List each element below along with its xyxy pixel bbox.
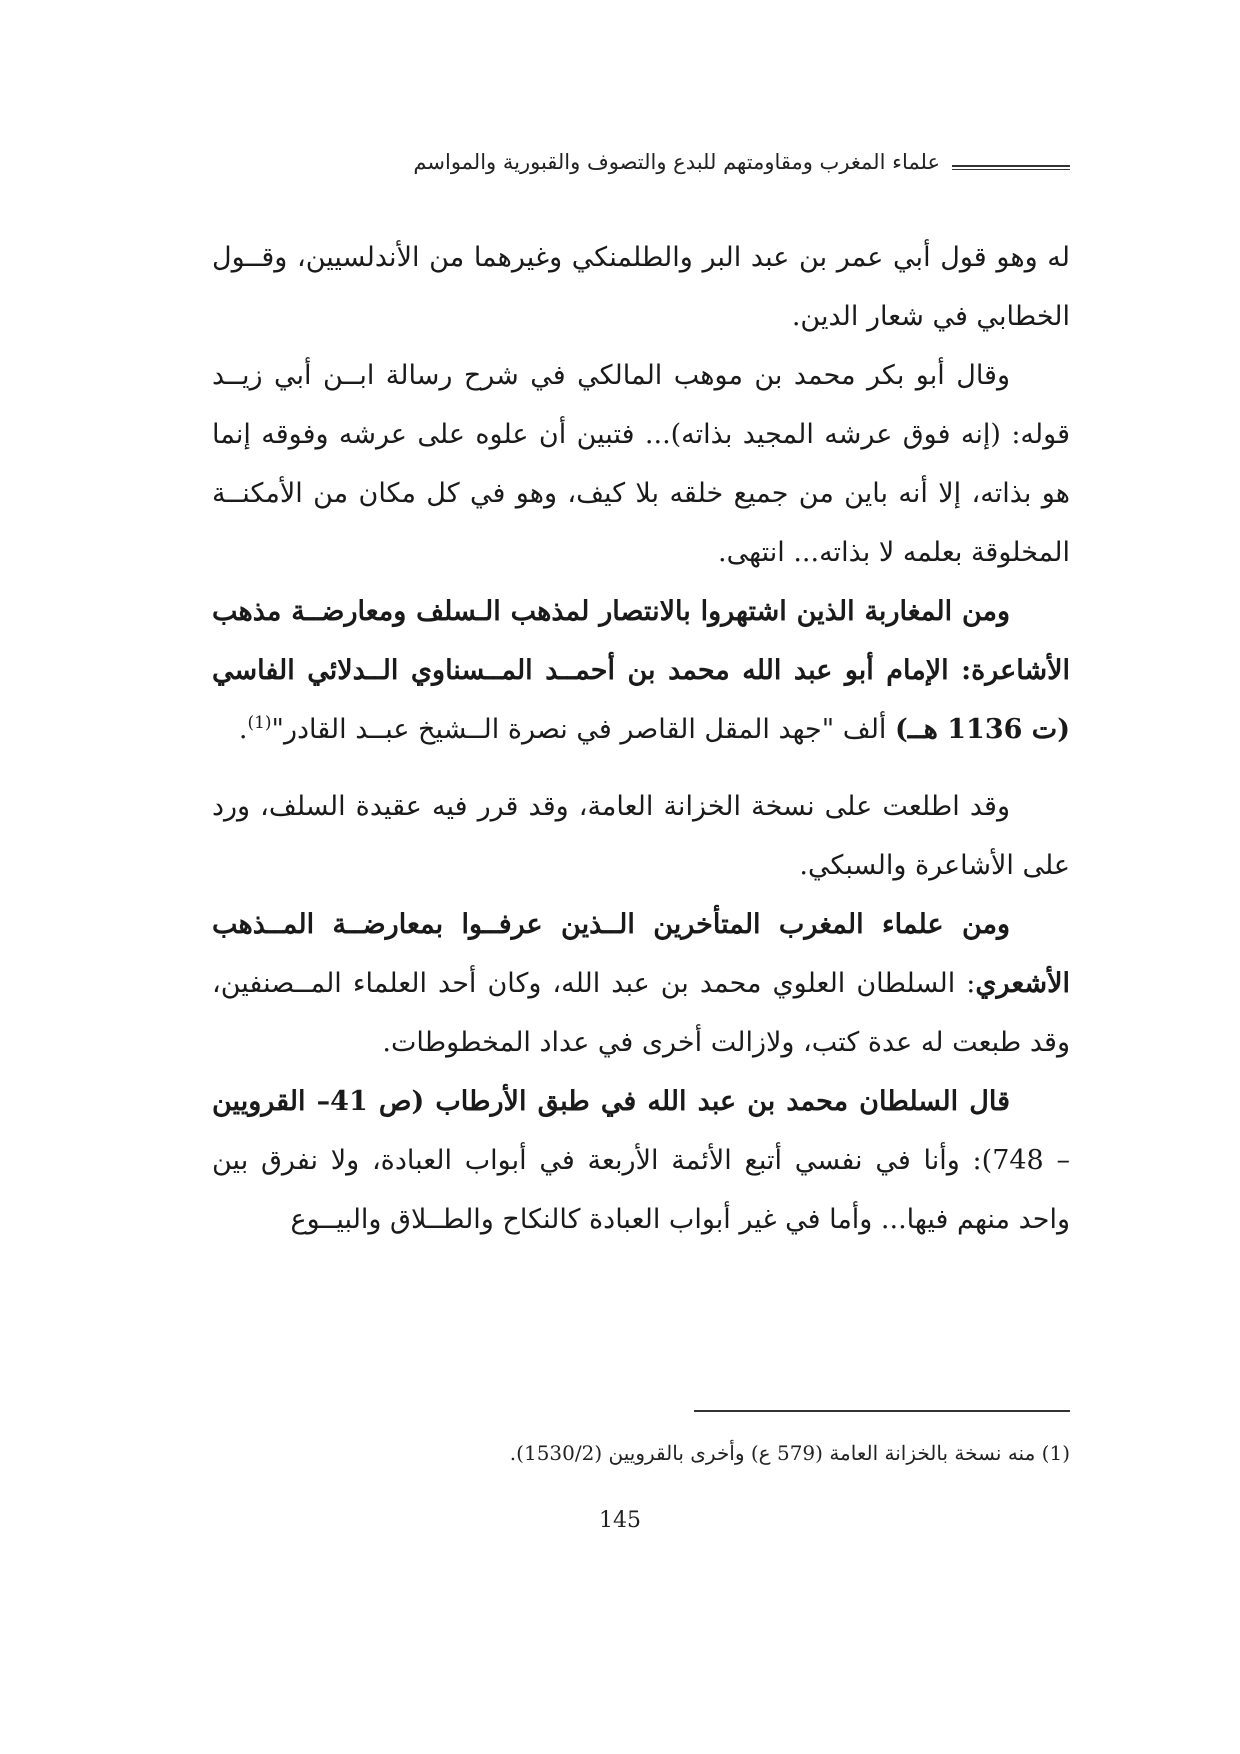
paragraph-5-text: : السلطان العلوي محمد بن عبد الله، وكان أحد العلماء المــصنفين، وقد طبعت له عدة كتب، ولازالت أخرى في عداد المخطوطات. [212, 968, 1070, 1058]
paragraph-3-end: . [238, 714, 248, 745]
paragraph-3 [212, 582, 1070, 759]
paragraph-4: وقد اطلعت على نسخة الخزانة العامة، وقد قرر فيه عقيدة السلف، ورد على الأشاعرة والسبكي. [212, 791, 1070, 881]
running-header-title: علماء المغرب ومقاومتهم للبدع والتصوف والقبورية والمواسم [413, 150, 940, 174]
footnote-reference[interactable]: (1) [247, 713, 272, 733]
paragraph-3-bold: ومن المغاربة الذين اشتهروا بالانتصار لمذهب الـسلف ومعارضــة مذهب الأشاعرة: الإمام أبو عبد الله محمد بن أحمــد المــسناوي الــدلائي الفاسي (ت 1136 هــ) [212, 596, 1070, 745]
page-number: 145 [599, 1508, 641, 1533]
paragraph-5 [212, 895, 1070, 1072]
paragraph-6-bold: قال السلطان محمد بن عبد الله في طبق الأرطاب (ص 41– القرويين [212, 1086, 1010, 1117]
footnote: (1) منه نسخة بالخزانة العامة (579 ع) وأخرى بالقرويين (1530/2). [509, 1441, 1070, 1465]
paragraph-3-text: ألف "جهد المقل القاصر في نصرة الــشيخ عبــد القادر" [271, 714, 896, 745]
paragraph-6 [212, 1072, 1070, 1249]
main-text [212, 228, 1070, 1249]
running-header [212, 150, 1070, 186]
paragraph-5-bold: ومن علماء المغرب المتأخرين الــذين عرفــوا بمعارضــة المــذهب الأشعري [212, 909, 1070, 999]
header-rule [952, 165, 1070, 170]
paragraph-6-text: – 748): وأنا في نفسي أتبع الأئمة الأربعة في أبواب العبادة، ولا نفرق بين واحد منهم فيها... وأما في غير أبواب العبادة كالنكاح والطــلاق والبيــوع [212, 1145, 1070, 1235]
footnote-separator [694, 1410, 1070, 1412]
paragraph-2: وقال أبو بكر محمد بن موهب المالكي في شرح رسالة ابــن أبي زيــد قوله: (إنه فوق عرشه المجيد بذاته)... فتبين أن علوه على عرشه وفوقه إنما هو بذاته، إلا أنه باين من جميع خلقه بلا كيف، وهو في كل مكان من الأمكنــة المخلوقة بعلمه لا بذاته... انتهى. [212, 360, 1070, 568]
paragraph-1: له وهو قول أبي عمر بن عبد البر والطلمنكي وغيرهما من الأندلسيين، وقــول الخطابي في شعار الدين. [212, 242, 1070, 332]
